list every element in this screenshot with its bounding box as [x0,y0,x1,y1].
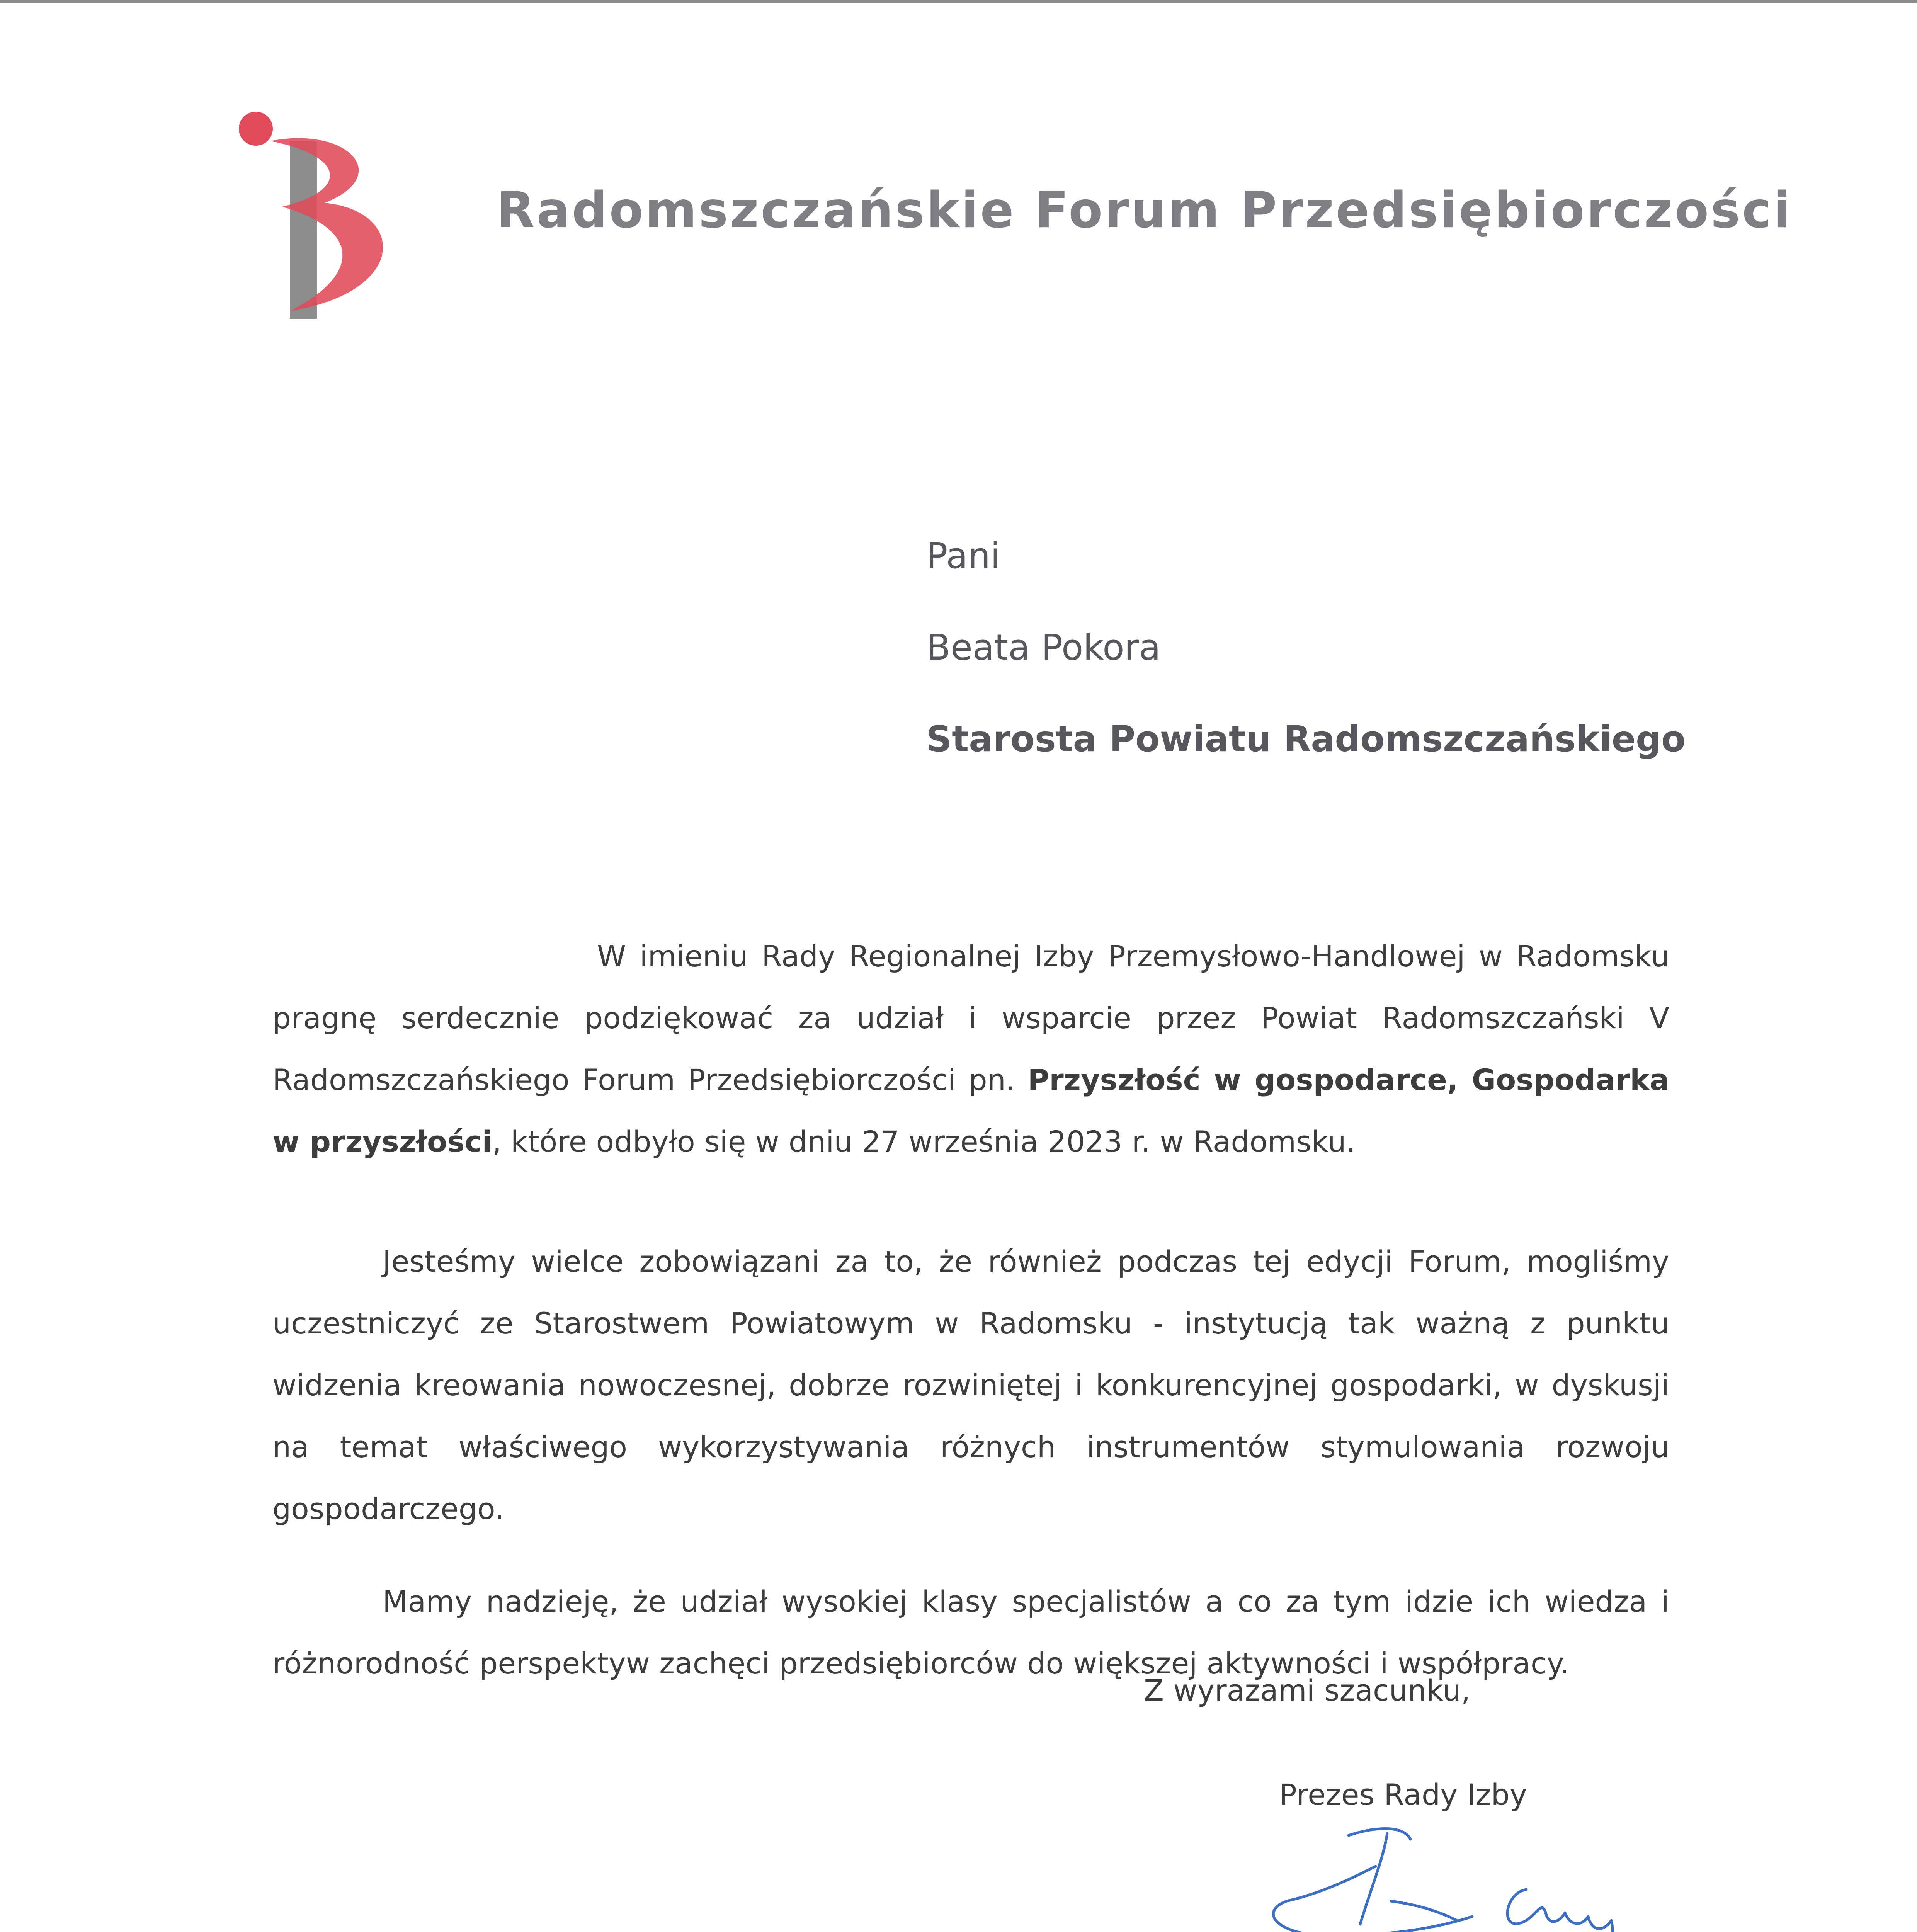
paragraph-thanks [272,925,1669,1173]
recipient-name: Beata Pokora [926,627,1161,668]
closing-phrase: Z wyrazami szacunku, [1144,1673,1471,1708]
paragraph-hope: Mamy nadzieję, że udział wysokiej klasy specjalistów a co za tym idzie ich wiedza i różnorodność perspektyw zachęci przedsiębiorców do większej aktywności i współpracy. [272,1584,1669,1680]
letter-body [272,925,1669,1694]
forum-title: Radomszczańskie Forum Przedsiębiorczości [497,182,1792,239]
scan-top-edge [0,0,1917,3]
handwritten-signature [1256,1824,1642,1932]
recipient-block [926,535,1686,760]
recipient-salutation: Pani [926,535,1000,577]
paragraph-obliged: Jesteśmy wielce zobowiązani za to, że również podczas tej edycji Forum, mogliśmy uczestniczyć ze Starostwem Powiatowym w Radomsku - instytucją tak ważną z punktu widzenia kreowania nowoczesnej, dobrze rozwiniętej i konkurencyjnej gospodarki, w dyskusji na temat właściwego wykorzystywania różnych instrumentów stymulowania rozwoju gospodarczego. [272,1244,1669,1526]
event-title: Przyszłość w gospodarce, Gospodarka w przyszłości [272,1063,1670,1159]
paragraph-thanks-text: W imieniu Rady Regionalnej Izby Przemysłowo-Handlowej w Radomsku pragnę serdecznie podziękować za udział i wsparcie przez Powiat Radomszczański V Radomszczańskiego Forum Przedsiębiorczości pn. [272,939,1669,1097]
signatory-role: Prezes Rady Izby [1279,1777,1527,1812]
paragraph-thanks-end: , które odbyło się w dniu 27 września 2023 r. w Radomsku. [492,1124,1356,1159]
forum-logo-icon [232,110,417,319]
recipient-position: Starosta Powiatu Radomszczańskiego [926,718,1686,760]
